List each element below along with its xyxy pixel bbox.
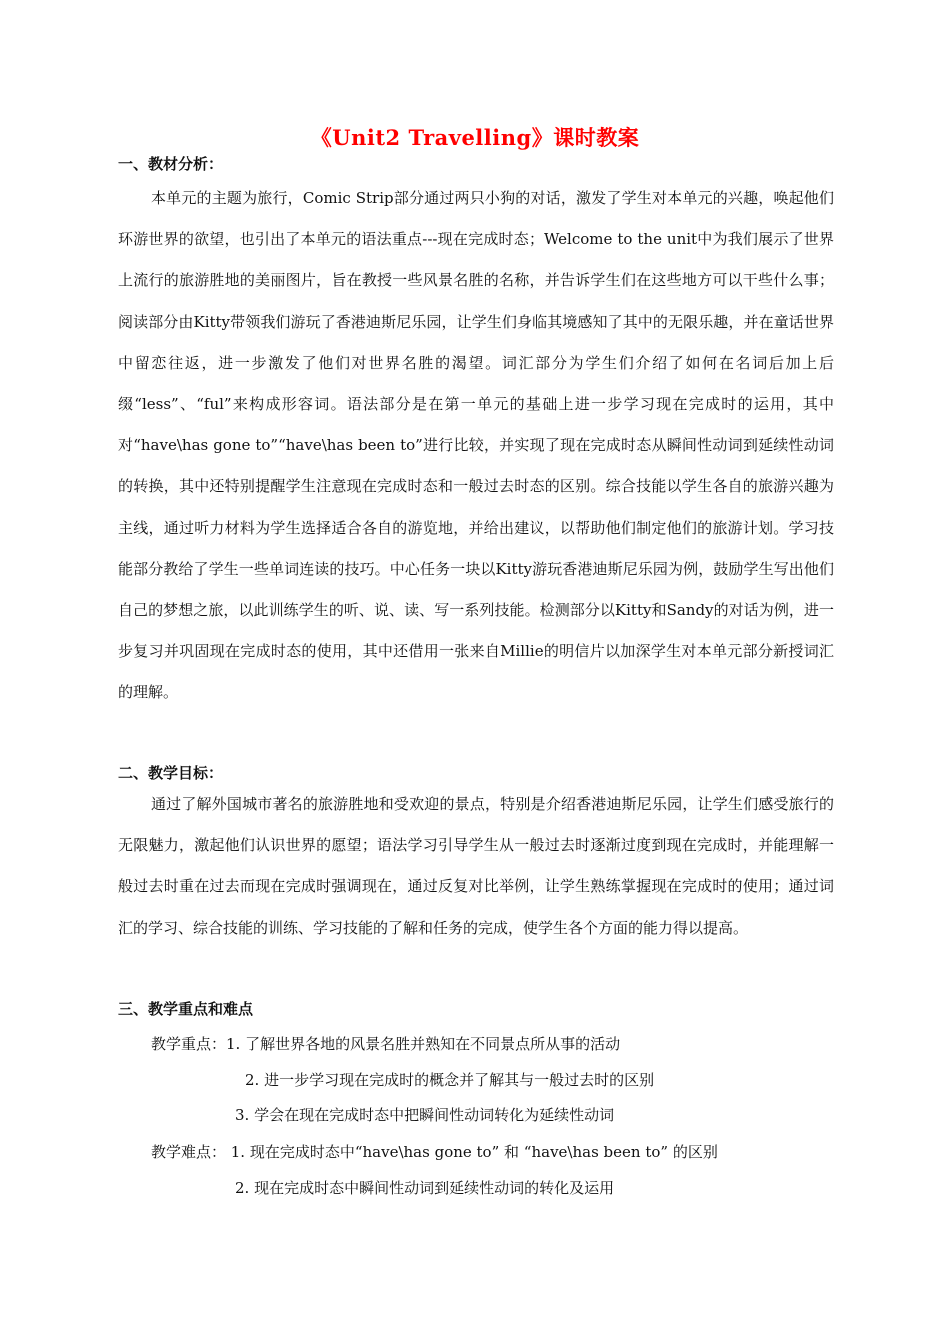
section-heading-analysis: 一、教材分析： xyxy=(118,155,224,173)
difficult-point-line: 2. 现在完成时态中瞬间性动词到延续性动词的转化及运用 xyxy=(235,1179,615,1197)
section-paragraph-analysis: 本单元的主题为旅行，Comic Strip部分通过两只小狗的对话，激发了学生对本单元的兴趣，唤起他们环游世界的欲望，也引出了本单元的语法重点---现在完成时态；Welcome to the unit中为我们展示了世界上流行的旅游胜地的美丽图片，旨在教授一些风景名胜的名称，并告诉学生们在这些地方可以干些什么事；阅读部分由Kitty带领我们游玩了香港迪斯尼乐园，让学生们身临其境感知了其中的无限乐趣，并在童话世界中留恋往返，进一步激发了他们对世界名胜的渴望。词汇部分为学生们介绍了如何在名词后加上后缀“less”、“ful”来构成形容词。语法部分是在第一单元的基础上进一步学习现在完成时的运用，其中对“have\has gone to”“have\has been to”进行比较，并实现了现在完成时态从瞬间性动词到延续性动词的转换，其中还特别提醒学生注意现在完成时态和一般过去时态的区别。综合技能以学生各自的旅游兴趣为主线，通过听力材料为学生选择适合各自的游览地，并给出建议，以帮助他们制定他们的旅游计划。学习技能部分教给了学生一些单词连读的技巧。中心任务一块以Kitty游玩香港迪斯尼乐园为例，鼓励学生写出他们自己的梦想之旅，以此训练学生的听、说、读、写一系列技能。检测部分以Kitty和Sandy的对话为例，进一步复习并巩固现在完成时态的使用，其中还借用一张来自Millie的明信片以加深学生对本单元部分新授词汇的理解。 xyxy=(118,189,834,702)
difficult-point-line: 教学难点： 1. 现在完成时态中“have\has gone to” 和 “have\has been to” 的区别 xyxy=(151,1143,718,1161)
key-point-line: 3. 学会在现在完成时态中把瞬间性动词转化为延续性动词 xyxy=(235,1106,615,1124)
key-point-line: 教学重点：1. 了解世界各地的风景名胜并熟知在不同景点所从事的活动 xyxy=(151,1035,621,1053)
key-point-line: 2. 进一步学习现在完成时的概念并了解其与一般过去时的区别 xyxy=(245,1071,655,1089)
section-paragraph-objectives: 通过了解外国城市著名的旅游胜地和受欢迎的景点，特别是介绍香港迪斯尼乐园，让学生们感受旅行的无限魅力，激起他们认识世界的愿望；语法学习引导学生从一般过去时逐渐过度到现在完成时，并能理解一般过去时重在过去而现在完成时强调现在，通过反复对比举例，让学生熟练掌握现在完成时的使用；通过词汇的学习、综合技能的训练、学习技能的了解和任务的完成，使学生各个方面的能力得以提高。 xyxy=(118,795,834,937)
document-title: 《Unit2 Travelling》课时教案 xyxy=(310,125,640,150)
section-heading-objectives: 二、教学目标： xyxy=(118,764,224,782)
section-heading-key-points: 三、教学重点和难点 xyxy=(118,1000,254,1018)
